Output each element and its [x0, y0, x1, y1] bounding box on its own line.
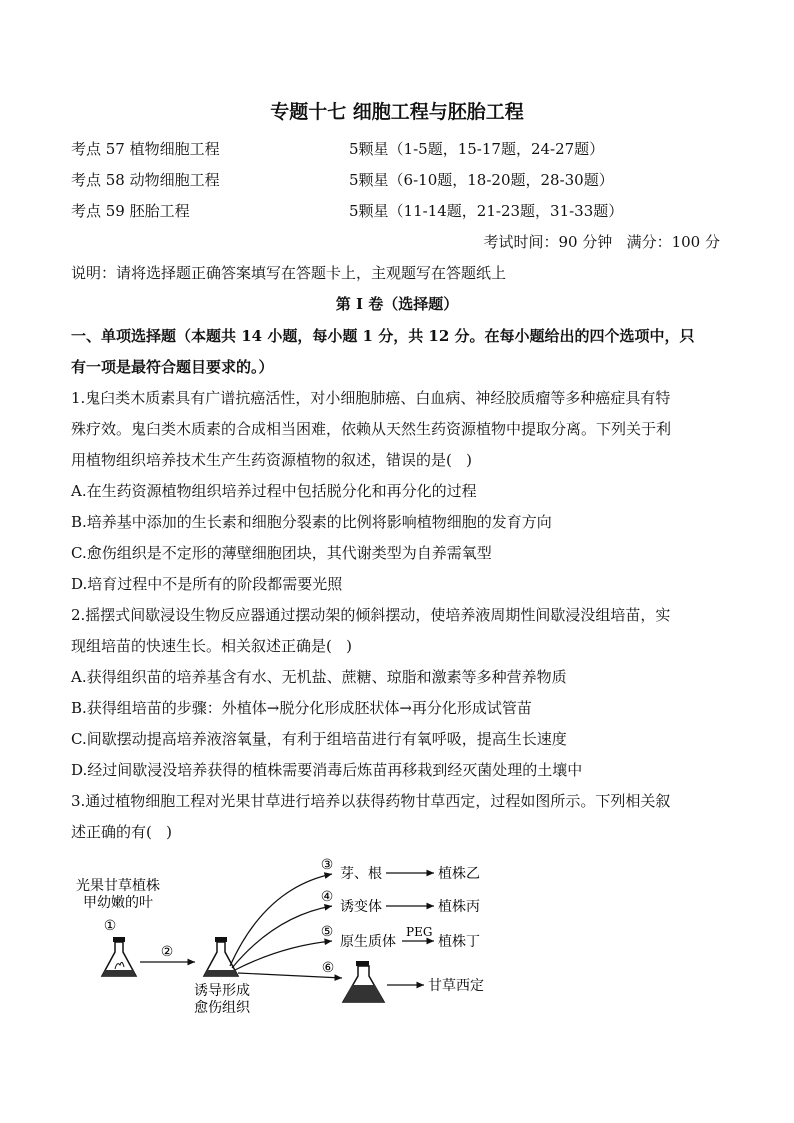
- part-heading-line1: 一、单项选择题（本题共 14 小题，每小题 1 分，共 12 分。在每小题给出的四个选项中，只: [71, 327, 695, 345]
- part-heading-line2: 有一项是最符合题目要求的。）: [71, 358, 274, 376]
- source-label-line1: 光果甘草植株: [76, 878, 160, 894]
- step-3-label: ③: [320, 857, 334, 873]
- branch6-end: 甘草西定: [428, 978, 484, 994]
- branch4-end: 植株丙: [438, 899, 480, 915]
- branch3-mid: 芽、根: [340, 866, 382, 882]
- branch3-end: 植株乙: [438, 866, 480, 882]
- flask-icon-2: [204, 937, 238, 976]
- flask-icon-3: [343, 961, 384, 1002]
- q1-option-b: B.培养基中添加的生长素和细胞分裂素的比例将影响植物细胞的发育方向: [71, 513, 552, 531]
- branch5-mid: 原生质体: [340, 934, 396, 950]
- q2-option-a: A.获得组织苗的培养基含有水、无机盐、蔗糖、琼脂和激素等多种营养物质: [71, 668, 567, 686]
- callus-label-line2: 愈伤组织: [194, 1000, 250, 1016]
- source-label-line2: 甲幼嫩的叶: [83, 895, 153, 911]
- point-stars-57: 5颗星（1-5题，15-17题，24-27题）: [349, 140, 605, 158]
- q2-stem-line2: 现组培苗的快速生长。相关叙述正确是( ): [71, 637, 353, 655]
- q1-stem-line1: 1.鬼臼类木质素具有广谱抗癌活性，对小细胞肺癌、白血病、神经胶质瘤等多种癌症具有特: [71, 389, 671, 407]
- q2-option-b: B.获得组培苗的步骤：外植体→脱分化形成胚状体→再分化形成试管苗: [71, 699, 532, 717]
- step-2-label: ②: [160, 944, 174, 960]
- branch5-end: 植株丁: [438, 934, 480, 950]
- q1-option-d: D.培育过程中不是所有的阶段都需要光照: [71, 575, 343, 593]
- step-5-label: ⑤: [320, 924, 334, 940]
- peg-label: PEG: [406, 925, 433, 939]
- instruction: 说明：请将选择题正确答案填写在答题卡上，主观题写在答题纸上: [71, 264, 507, 282]
- exam-info: 考试时间：90 分钟 满分：100 分: [483, 233, 720, 251]
- q3-stem-line1: 3.通过植物细胞工程对光果甘草进行培养以获得药物甘草西定，过程如图所示。下列相关叙: [71, 792, 671, 810]
- q2-stem-line1: 2.摇摆式间歇浸设生物反应器通过摆动架的倾斜摆动，使培养液周期性间歇浸没组培苗，实: [71, 606, 671, 624]
- step-1-label: ①: [103, 918, 117, 934]
- q1-stem-line3: 用植物组织培养技术生产生药资源植物的叙述，错误的是( ): [71, 451, 473, 469]
- page-title: 专题十七 细胞工程与胚胎工程: [270, 101, 524, 123]
- q2-option-c: C.间歇摆动提高培养液溶氧量，有利于组培苗进行有氧呼吸，提高生长速度: [71, 730, 567, 748]
- q1-option-c: C.愈伤组织是不定形的薄壁细胞团块，其代谢类型为自养需氧型: [71, 544, 492, 562]
- point-stars-59: 5颗星（11-14题，21-23题，31-33题）: [349, 202, 624, 220]
- flask-icon-1: [102, 937, 136, 976]
- step-4-label: ④: [320, 889, 334, 905]
- q3-stem-line2: 述正确的有( ): [71, 823, 173, 841]
- point-stars-58: 5颗星（6-10题，18-20题，28-30题）: [349, 171, 614, 189]
- callus-label-line1: 诱导形成: [194, 983, 250, 999]
- point-name-57: 考点 57 植物细胞工程: [71, 140, 220, 158]
- process-diagram: [60, 848, 520, 1023]
- section-title: 第 I 卷（选择题）: [335, 295, 459, 313]
- step-6-label: ⑥: [321, 960, 335, 976]
- q1-option-a: A.在生药资源植物组织培养过程中包括脱分化和再分化的过程: [71, 482, 477, 500]
- point-name-58: 考点 58 动物细胞工程: [71, 171, 220, 189]
- branch4-mid: 诱变体: [340, 899, 382, 915]
- q1-stem-line2: 殊疗效。鬼臼类木质素的合成相当困难，依赖从天然生药资源植物中提取分离。下列关于利: [71, 420, 672, 438]
- q2-option-d: D.经过间歇浸没培养获得的植株需要消毒后炼苗再移栽到经灭菌处理的土壤中: [71, 761, 583, 779]
- point-name-59: 考点 59 胚胎工程: [71, 202, 190, 220]
